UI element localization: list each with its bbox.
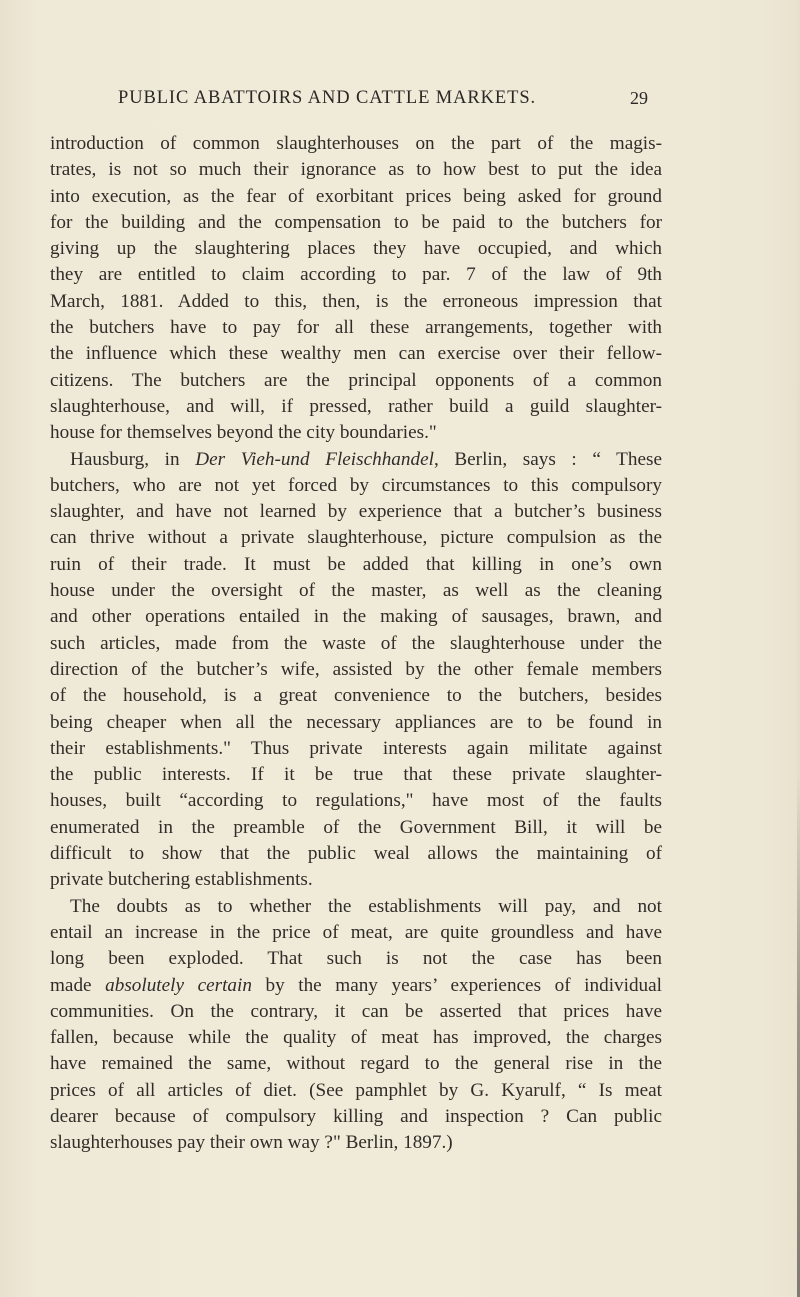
text-line: of the household, is a great convenience to the butchers, besides	[50, 685, 662, 707]
running-header	[118, 88, 658, 112]
text-line: citizens. The butchers are the principal opponents of a common	[50, 369, 662, 391]
text-line: long been exploded. That such is not the case has been	[50, 948, 662, 970]
text-line: enumerated in the preamble of the Government Bill, it will be	[50, 816, 662, 838]
text-line: entail an increase in the price of meat, are quite groundless and have	[50, 921, 662, 943]
text-line: introduction of common slaughterhouses on the part of the magis-	[50, 133, 662, 154]
text-line: slaughterhouses pay their own way ?" Berlin, 1897.)	[50, 1132, 453, 1154]
text-line: into execution, as the fear of exorbitant prices being asked for ground	[50, 185, 662, 207]
body-text	[50, 131, 662, 1157]
text-line: ruin of their trade. It must be added that killing in one’s own	[50, 553, 662, 575]
text-line: being cheaper when all the necessary appliances are to be found in	[50, 711, 662, 733]
text-line-with-italic-title	[50, 447, 662, 473]
text-line: private butchering establishments.	[50, 869, 313, 891]
text-line: The doubts as to whether the establishments will pay, and not	[70, 895, 662, 917]
text-line: houses, built “according to regulations," have most of the faults	[50, 790, 662, 812]
text-run: made	[50, 974, 106, 996]
italic-book-title: Der Vieh-und Fleischhandel	[195, 448, 434, 470]
text-line: such articles, made from the waste of the slaughterhouse under the	[50, 632, 662, 654]
text-line: and other operations entailed in the making of sausages, brawn, and	[50, 606, 662, 628]
paragraph-2	[50, 447, 662, 894]
text-line: house for themselves beyond the city boundaries."	[50, 422, 437, 444]
text-line: March, 1881. Added to this, then, is the erroneous impression that	[50, 290, 662, 312]
text-line: slaughter, and have not learned by experience that a butcher’s business	[50, 501, 662, 523]
text-line: fallen, because while the quality of meat has improved, the charges	[50, 1027, 662, 1049]
text-line: can thrive without a private slaughterhouse, picture compulsion as the	[50, 527, 662, 549]
text-line: their establishments." Thus private interests again militate against	[50, 737, 662, 759]
text-line: the butchers have to pay for all these arrangements, together with	[50, 317, 662, 339]
text-line: house under the oversight of the master, as well as the cleaning	[50, 580, 662, 602]
text-line: butchers, who are not yet forced by circumstances to this compulsory	[50, 474, 662, 496]
text-line: for the building and the compensation to be paid to the butchers for	[50, 211, 662, 233]
running-title: PUBLIC ABATTOIRS AND CATTLE MARKETS.	[118, 88, 537, 108]
text-line: communities. On the contrary, it can be asserted that prices have	[50, 1000, 662, 1022]
text-line: prices of all articles of diet. (See pamphlet by G. Kyarulf, “ Is meat	[50, 1079, 662, 1101]
text-line: slaughterhouse, and will, if pressed, rather build a guild slaughter-	[50, 395, 662, 417]
text-line: the influence which these wealthy men can exercise over their fellow-	[50, 343, 662, 365]
paragraph-3	[50, 894, 662, 1157]
text-line: have remained the same, without regard to the general rise in the	[50, 1053, 662, 1075]
text-line: the public interests. If it be true that these private slaughter-	[50, 764, 662, 786]
text-line: giving up the slaughtering places they have occupied, and which	[50, 238, 662, 260]
page-number: 29	[630, 88, 648, 108]
text-line: dearer because of compulsory killing and inspection ? Can public	[50, 1105, 662, 1127]
paragraph-1	[50, 131, 662, 447]
text-line-with-italic-phrase	[50, 973, 662, 999]
text-line: they are entitled to claim according to par. 7 of the law of 9th	[50, 264, 662, 286]
text-line: direction of the butcher’s wife, assisted by the other female members	[50, 658, 662, 680]
text-run: by the many years’ experiences of individual	[251, 974, 662, 996]
text-line: difficult to show that the public weal allows the maintaining of	[50, 843, 662, 865]
italic-emphasis: absolutely certain	[105, 974, 252, 996]
text-run: Hausburg, in	[70, 448, 196, 470]
text-run: , Berlin, says : “ These	[433, 448, 662, 470]
text-line: trates, is not so much their ignorance as to how best to put the idea	[50, 159, 662, 181]
